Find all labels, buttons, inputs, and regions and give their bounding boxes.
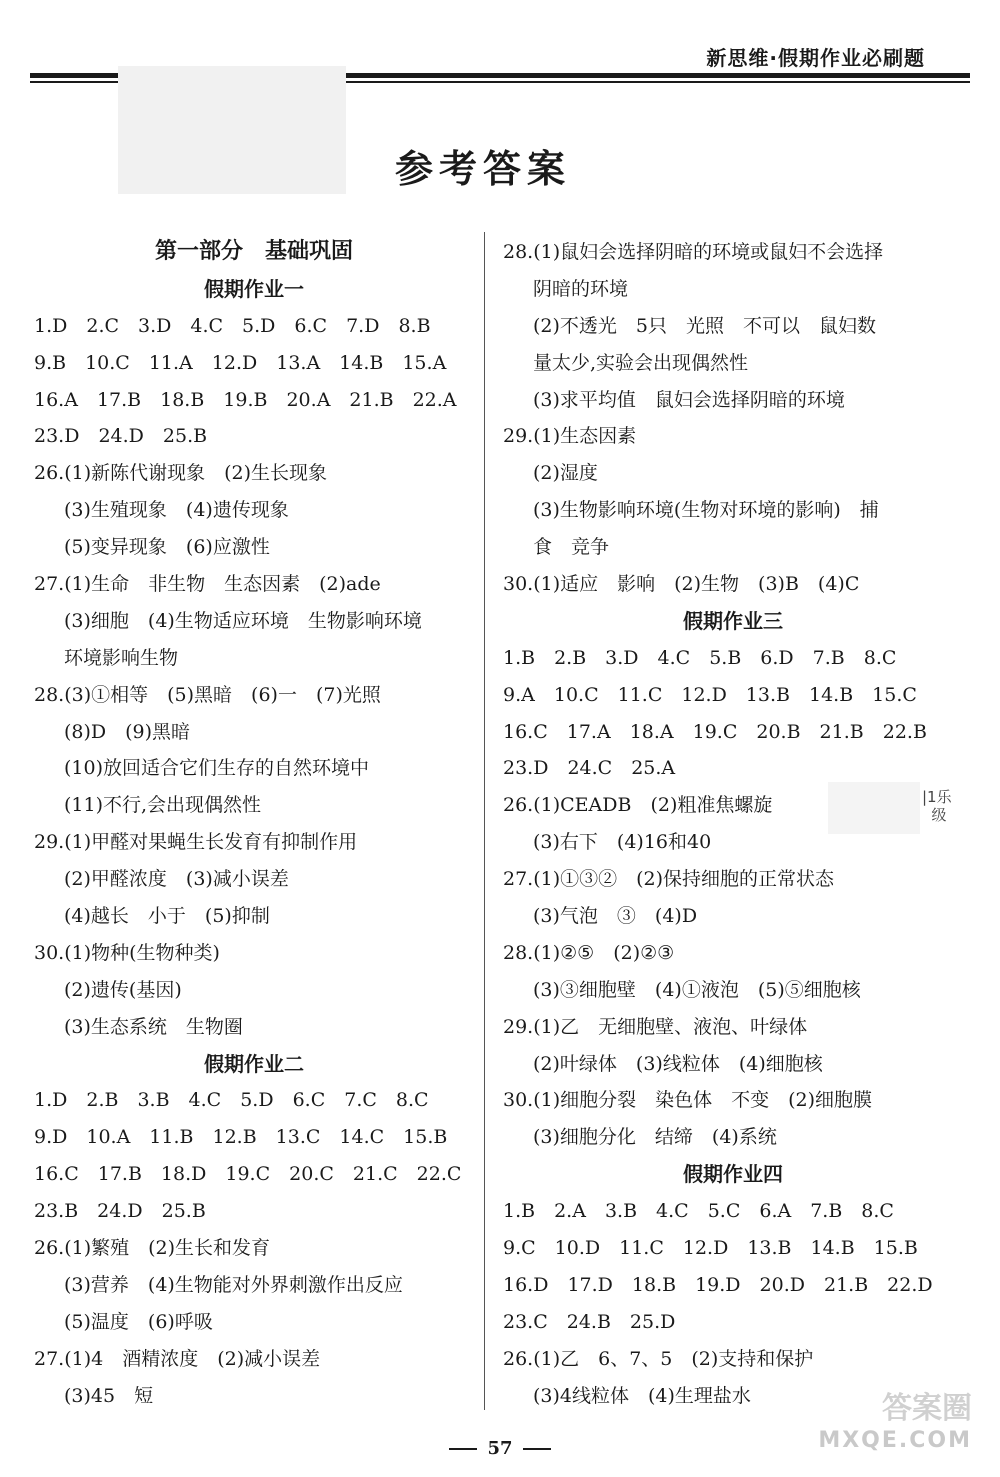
answer-line: 16.D 17.D 18.B 19.D 20.D 21.B 22.D xyxy=(503,1273,933,1296)
answer-line: 29.(1)乙 无细胞壁、液泡、叶绿体 xyxy=(503,1015,808,1038)
answer-line: 1.D 2.B 3.B 4.C 5.D 6.C 7.C 8.C xyxy=(34,1089,429,1112)
answer-line: 29.(1)生态因素 xyxy=(503,425,637,448)
answer-line: 30.(1)物种(生物种类) xyxy=(34,941,220,964)
answer-line: 28.(1)②⑤ (2)②③ xyxy=(503,941,675,964)
page-number-dash-left xyxy=(449,1448,477,1450)
section-heading: 假期作业三 xyxy=(683,608,783,633)
page-number-dash-right xyxy=(523,1448,551,1450)
left-answer-column xyxy=(34,234,474,1415)
answer-line: 23.D 24.C 25.A xyxy=(503,757,676,780)
answer-line: (3)生物影响环境(生物对环境的影响) 捕 xyxy=(533,499,879,522)
answer-line: (3)细胞 (4)生物适应环境 生物影响环境 xyxy=(64,609,422,632)
answer-line: (3)③细胞壁 (4)①液泡 (5)⑤细胞核 xyxy=(533,978,861,1001)
answer-line: 26.(1)新陈代谢现象 (2)生长现象 xyxy=(34,462,328,485)
answer-line: (3)气泡 ③ (4)D xyxy=(533,905,698,928)
answer-line: (3)生态系统 生物圈 xyxy=(64,1015,243,1038)
watermark xyxy=(772,1393,972,1457)
answer-line: 1.B 2.A 3.B 4.C 5.C 6.A 7.B 8.C xyxy=(503,1200,894,1223)
answer-line: 环境影响生物 xyxy=(64,646,179,669)
answer-line: 29.(1)甲醛对果蝇生长发育有抑制作用 xyxy=(34,831,358,854)
answer-line: 26.(1)乙 6、7、5 (2)支持和保护 xyxy=(503,1347,814,1370)
answer-line: (3)右下 (4)16和40 xyxy=(533,831,712,854)
answer-line: 1.B 2.B 3.D 4.C 5.B 6.D 7.B 8.C xyxy=(503,646,897,669)
answer-line: (10)放回适合它们生存的自然环境中 xyxy=(64,757,370,780)
answer-line: (2)遗传(基因) xyxy=(64,978,182,1001)
answer-line: 30.(1)细胞分裂 染色体 不变 (2)细胞膜 xyxy=(503,1089,873,1112)
page-title: 参考答案 xyxy=(394,146,571,191)
section-heading: 假期作业一 xyxy=(204,276,304,301)
answer-line: (2)叶绿体 (3)线粒体 (4)细胞核 xyxy=(533,1052,823,1075)
answer-line: 16.A 17.B 18.B 19.B 20.A 21.B 22.A xyxy=(34,388,457,411)
answer-line: 26.(1)繁殖 (2)生长和发育 xyxy=(34,1237,271,1260)
answer-line: (3)细胞分化 结缔 (4)系统 xyxy=(533,1126,777,1149)
answer-line: 16.C 17.A 18.A 19.C 20.B 21.B 22.B xyxy=(503,720,927,743)
answer-line: 28.(3)①相等 (5)黑暗 (6)一 (7)光照 xyxy=(34,683,381,706)
answer-line: 28.(1)鼠妇会选择阴暗的环境或鼠妇不会选择 xyxy=(503,241,884,263)
section-heading: 假期作业四 xyxy=(683,1162,783,1187)
answer-line: (3)4线粒体 (4)生理盐水 xyxy=(533,1384,751,1407)
answer-line: (2)湿度 xyxy=(533,462,598,485)
section-heading: 第一部分 基础巩固 xyxy=(154,239,353,264)
answer-line: 16.C 17.B 18.D 19.C 20.C 21.C 22.C xyxy=(34,1163,462,1186)
watermark-logo-text: 答案圈 xyxy=(882,1391,972,1426)
answer-line: (2)不透光 5只 光照 不可以 鼠妇数 xyxy=(533,314,877,337)
answer-line: 26.(1)CEADB (2)粗准焦螺旋 xyxy=(503,794,773,817)
answer-line: (2)甲醛浓度 (3)减小误差 xyxy=(64,868,289,891)
answer-line: 9.D 10.A 11.B 12.B 13.C 14.C 15.B xyxy=(34,1126,448,1149)
answer-line: 9.C 10.D 11.C 12.D 13.B 14.B 15.B xyxy=(503,1237,918,1260)
answer-line: 23.C 24.B 25.D xyxy=(503,1310,676,1333)
answer-line: 量太少,实验会出现偶然性 xyxy=(533,351,749,374)
answer-line: (3)45 短 xyxy=(64,1384,154,1407)
answer-line: (8)D (9)黑暗 xyxy=(64,720,191,743)
column-divider xyxy=(484,232,485,1410)
answer-line: 9.B 10.C 11.A 12.D 13.A 14.B 15.A xyxy=(34,351,447,374)
answer-line: 27.(1)①③② (2)保持细胞的正常状态 xyxy=(503,868,835,891)
answer-line: (3)生殖现象 (4)遗传现象 xyxy=(64,499,289,522)
answer-line: (4)越长 小于 (5)抑制 xyxy=(64,905,270,928)
answer-line: 30.(1)适应 影响 (2)生物 (3)B (4)C xyxy=(503,573,860,596)
watermark-url: MXQE.COM xyxy=(818,1428,972,1453)
page-number-value: 57 xyxy=(487,1438,513,1459)
smudged-area xyxy=(828,782,920,834)
answer-line: 23.D 24.D 25.B xyxy=(34,425,208,448)
text-fragment: |1乐 级 xyxy=(922,788,952,824)
answer-line: (5)温度 (6)呼吸 xyxy=(64,1310,213,1333)
answer-line: (3)求平均值 鼠妇会选择阴暗的环境 xyxy=(533,388,845,411)
answer-line: (3)营养 (4)生物能对外界刺激作出反应 xyxy=(64,1273,403,1296)
answer-line: 23.B 24.D 25.B xyxy=(34,1200,206,1223)
answer-line: (5)变异现象 (6)应激性 xyxy=(64,536,270,559)
answer-line: (11)不行,会出现偶然性 xyxy=(64,794,262,817)
answer-line: 阴暗的环境 xyxy=(533,277,629,300)
answer-line: 1.D 2.C 3.D 4.C 5.D 6.C 7.D 8.B xyxy=(34,314,431,337)
answer-line: 27.(1)4 酒精浓度 (2)减小误差 xyxy=(34,1347,321,1370)
section-heading: 假期作业二 xyxy=(204,1051,304,1076)
answer-line: 食 竞争 xyxy=(533,536,610,559)
answer-line: 27.(1)生命 非生物 生态因素 (2)ade xyxy=(34,573,381,596)
header-title: 新思维·假期作业必刷题 xyxy=(706,46,925,70)
answer-line: 9.A 10.C 11.C 12.D 13.B 14.B 15.C xyxy=(503,683,917,706)
